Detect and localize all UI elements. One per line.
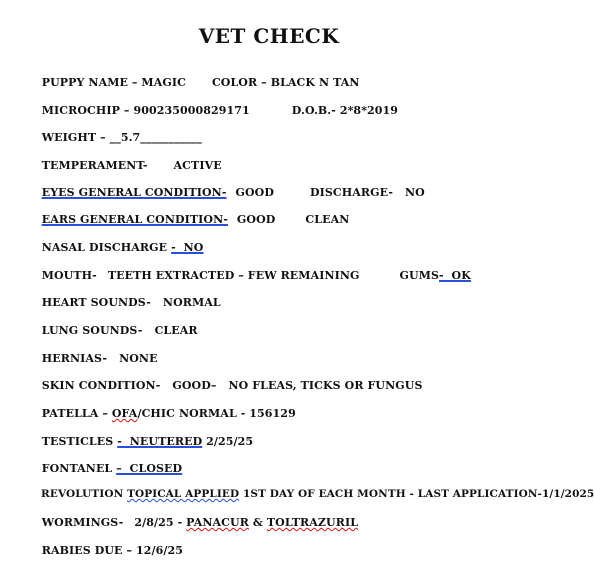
gums-label: GUMS xyxy=(399,269,440,282)
nasal-label: NASAL DISCHARGE xyxy=(41,241,168,254)
gums-value: - OK xyxy=(439,269,471,282)
patella-prefix: PATELLA – xyxy=(41,407,112,420)
wormings-label: WORMINGS- xyxy=(41,516,124,529)
wormings-toltrazuril: TOLTRAZURIL xyxy=(266,516,359,529)
testicles-date: 2/25/25 xyxy=(202,435,254,448)
puppy-color: COLOR – BLACK N TAN xyxy=(211,76,360,89)
eyes-discharge-value: NO xyxy=(405,186,425,199)
rabies: RABIES DUE – 12/6/25 xyxy=(41,544,183,557)
wormings-panacur: PANACUR xyxy=(186,516,249,529)
skin-label: SKIN CONDITION- xyxy=(41,379,161,392)
puppy-name: PUPPY NAME – MAGIC xyxy=(41,76,186,89)
mouth-value: TEETH EXTRACTED – FEW REMAINING xyxy=(107,269,360,282)
wormings-date: 2/8/25 - xyxy=(134,516,187,529)
nasal-value: - NO xyxy=(171,241,204,254)
dob: D.O.B.- 2*8*2019 xyxy=(291,104,399,117)
hernias-label: HERNIAS- xyxy=(41,352,108,365)
lung-value: CLEAR xyxy=(154,324,198,337)
fontanel-value: – CLOSED xyxy=(116,462,183,475)
eyes-discharge-label: DISCHARGE- xyxy=(309,186,393,199)
eyes-value: GOOD xyxy=(235,186,274,199)
ears-value: GOOD xyxy=(236,213,276,226)
revolution-prefix: REVOLUTION xyxy=(41,488,128,500)
lung-label: LUNG SOUNDS- xyxy=(41,324,143,337)
temperament-value: ACTIVE xyxy=(173,159,222,172)
weight: WEIGHT – __5.7___________ xyxy=(41,131,202,144)
heart-label: HEART SOUNDS- xyxy=(41,296,151,309)
heart-value: NORMAL xyxy=(162,296,221,309)
revolution-topical: TOPICAL APPLIED xyxy=(127,488,240,500)
hernias-value: NONE xyxy=(119,352,158,365)
mouth-label: MOUTH- xyxy=(41,269,97,282)
skin-value: GOOD– xyxy=(172,379,217,392)
revolution-rest: 1ST DAY OF EACH MONTH - LAST APPLICATION-1/1/2025 xyxy=(239,488,594,500)
testicles-label: TESTICLES xyxy=(41,435,118,448)
microchip: MICROCHIP – 900235000829171 xyxy=(41,104,250,117)
fontanel-label: FONTANEL xyxy=(41,462,117,475)
eyes-label: EYES GENERAL CONDITION- xyxy=(41,186,227,199)
patella-rest: /CHIC NORMAL - 156129 xyxy=(137,407,296,420)
patella-ofa: OFA xyxy=(111,407,138,420)
ears-clean: CLEAN xyxy=(305,213,350,226)
testicles-value: - NEUTERED xyxy=(117,435,203,448)
document-title: VET CHECK xyxy=(198,24,340,48)
rabies-row xyxy=(26,531,183,570)
ears-label: EARS GENERAL CONDITION- xyxy=(41,213,228,226)
wormings-amp: & xyxy=(248,516,267,529)
skin-note: NO FLEAS, TICKS OR FUNGUS xyxy=(228,379,423,392)
temperament-label: TEMPERAMENT- xyxy=(41,159,148,172)
